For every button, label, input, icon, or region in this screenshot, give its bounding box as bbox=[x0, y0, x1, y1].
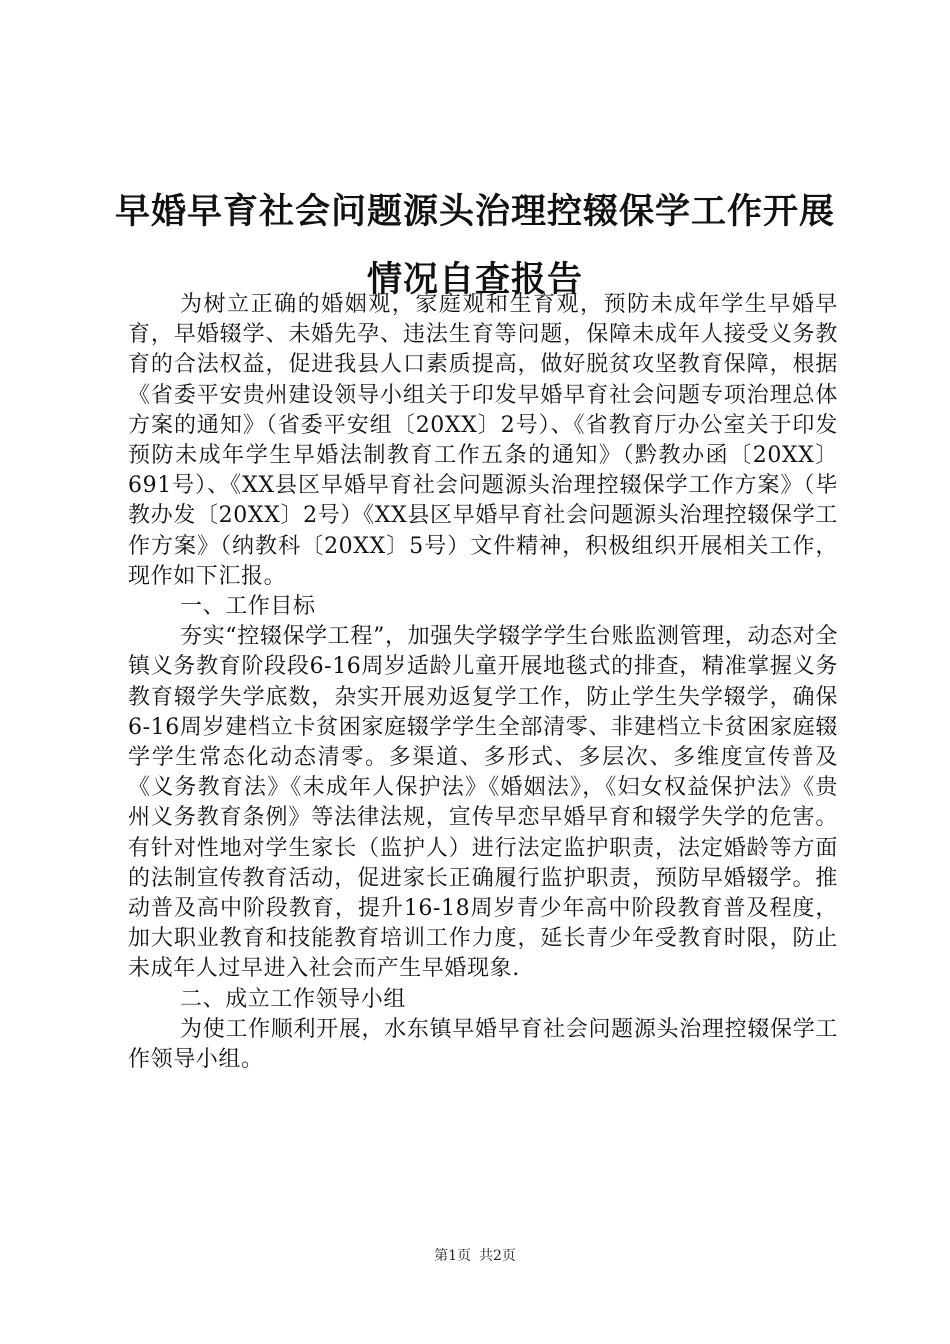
page-count: 共2页 bbox=[479, 1248, 516, 1264]
goals-paragraph: 夯实“控辍保学工程”，加强失学辍学学生台账监测管理，动态对全镇义务教育阶段段6-16周岁适龄儿童开展地毯式的排查，精准掌握义务教育辍学失学底数，杂实开展劝返复学工作，防止学生失学辍学，确保6-16周岁建档立卡贫困家庭辍学学生全部清零、非建档立卡贫困家庭辍学学生常态化动态清零。多渠道、多形式、多层次、多维度宣传普及《义务教育法》《未成年人保护法》《婚姻法》，《妇女权益保护法》《贵州义务教育条例》等法律法规，宣传早恋早婚早育和辍学失学的危害。有针对性地对学生家长（监护人）进行法定监护职责，法定婚龄等方面的法制宣传教育活动，促进家长正确履行监护职责，预防早婚辍学。推动普及高中阶段教育，提升16-18周岁青少年高中阶段教育普及程度，加大职业教育和技能教育培训工作力度，延长青少年受教育时限，防止未成年人过早进入社会而产生早婚现象. bbox=[128, 624, 838, 982]
section-heading-goals: 一、工作目标 bbox=[180, 594, 316, 620]
intro-paragraph: 为树立正确的婚姻观，家庭观和生育观，预防未成年学生早婚早育，早婚辍学、未婚先孕、违法生育等问题，保障未成年人接受义务教育的合法权益，促进我县人口素质提高，做好脱贫攻坚教育保障，根据《省委平安贵州建设领导小组关于印发早婚早育社会问题专项治理总体方案的通知》（省委平安组〔20XX〕2号）、《省教育厅办公室关于印发预防未成年学生早婚法制教育工作五条的通知》（黔教办函〔20XX〕691号）、《XX县区早婚早育社会问题源头治理控辍保学工作方案》（毕教办发〔20XX〕2号）《XX县区早婚早育社会问题源头治理控辍保学工作方案》（纳教科〔20XX〕5号）文件精神，积极组织开展相关工作，现作如下汇报。 bbox=[128, 292, 838, 589]
document-body bbox=[128, 290, 838, 1075]
section-heading-leadership: 二、成立工作领导小组 bbox=[180, 986, 407, 1012]
leadership-paragraph: 为使工作顺利开展，水东镇早婚早育社会问题源头治理控辍保学工作领导小组。 bbox=[128, 1016, 838, 1073]
page-number: 第1页 bbox=[434, 1248, 471, 1264]
document-title: 早婚早育社会问题源头治理控辍保学工作开展情况自查报告 bbox=[114, 192, 835, 300]
page-footer bbox=[0, 1246, 950, 1266]
